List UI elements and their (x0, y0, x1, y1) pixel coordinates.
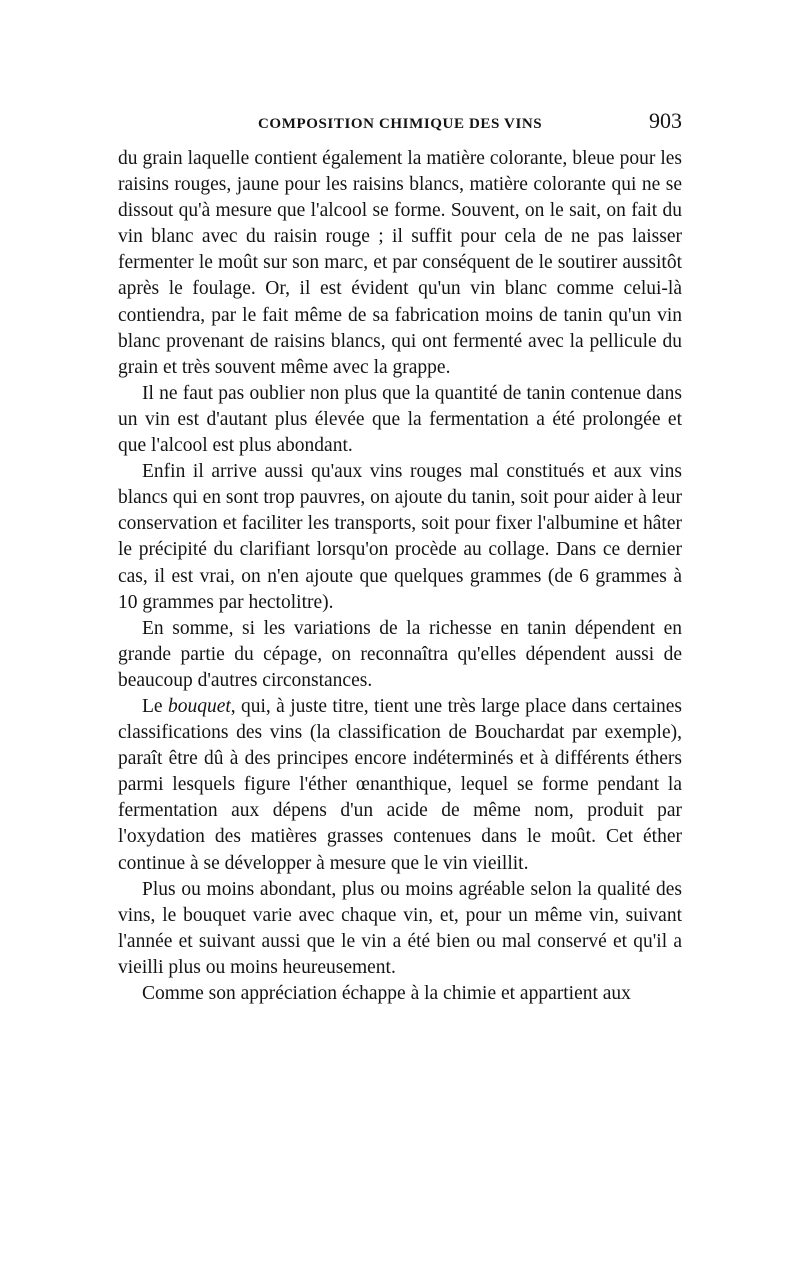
book-page (118, 106, 682, 1007)
paragraph-1-text: du grain laquelle contient également la matière colorante, bleue pour les raisins rouges, jaune pour les raisins blancs, matière colorante qui ne se dissout qu'à mesure que l'alcool se forme. Souvent, on le sait, on fait du vin blanc avec du raisin rouge ; il suffit pour cela de ne pas laisser fermenter le moût sur son marc, et par conséquent de le soutirer aussitôt après le foulage. Or, il est évident qu'un vin blanc comme celui-là contiendra, par le fait même de sa fabrication moins de tanin qu'un vin blanc provenant de raisins blancs, qui ont fermenté avec la pellicule du grain et très souvent même avec la grappe. (118, 148, 682, 378)
page-number: 903 (649, 108, 682, 133)
paragraph-2 (118, 381, 682, 459)
paragraph-1 (118, 146, 682, 381)
running-title: COMPOSITION CHIMIQUE DES VINS (258, 116, 543, 132)
paragraph-7-text: Comme son appréciation échappe à la chimie et appartient aux (142, 983, 631, 1004)
paragraph-5-prefix: Le (142, 695, 168, 717)
running-head (118, 106, 682, 146)
paragraph-3-text: Enfin il arrive aussi qu'aux vins rouges mal constitués et aux vins blancs qui en sont trop pauvres, on ajoute du tanin, soit pour aider à leur conservation et faciliter les transports, soit pour fixer l'albumine et hâter le précipité du clarifiant lorsqu'on procède au collage. Dans ce dernier cas, il est vrai, on n'en ajoute que quelques grammes (de 6 grammes à 10 grammes par hectolitre). (118, 461, 682, 613)
bouquet-emphasis: bouquet (167, 695, 231, 717)
paragraph-4 (118, 616, 682, 694)
paragraph-5 (118, 694, 682, 877)
paragraph-2-text: Il ne faut pas oublier non plus que la quantité de tanin contenue dans un vin est d'autant plus élevée que la fermentation a été prolongée et que l'alcool est plus abondant. (118, 382, 682, 457)
paragraph-6 (118, 877, 682, 981)
paragraph-4-text: En somme, si les variations de la richesse en tanin dépendent en grande partie du cépage, on reconnaîtra qu'elles dépendent aussi de beaucoup d'autres circonstances. (118, 617, 682, 691)
body-text (118, 146, 682, 1007)
paragraph-6-text: Plus ou moins abondant, plus ou moins agréable selon la qualité des vins, le bouquet varie avec chaque vin, et, pour un même vin, suivant l'année et suivant aussi que le vin a été bien ou mal conservé et qu'il a vieilli plus ou moins heureusement. (118, 878, 682, 978)
paragraph-3 (118, 459, 682, 616)
paragraph-7 (118, 981, 682, 1007)
paragraph-5-text: , qui, à juste titre, tient une très large place dans certaines classifications des vins (la classification de Bouchardat par exemple), paraît être dû à des principes encore indéterminés et à différents éthers parmi lesquels figure l'éther œnanthique, lequel se forme pendant la fermentation aux dépens d'un acide de même nom, produit par l'oxydation des matières grasses contenues dans le moût. Cet éther continue à se développer à mesure que le vin vieillit. (118, 695, 682, 874)
